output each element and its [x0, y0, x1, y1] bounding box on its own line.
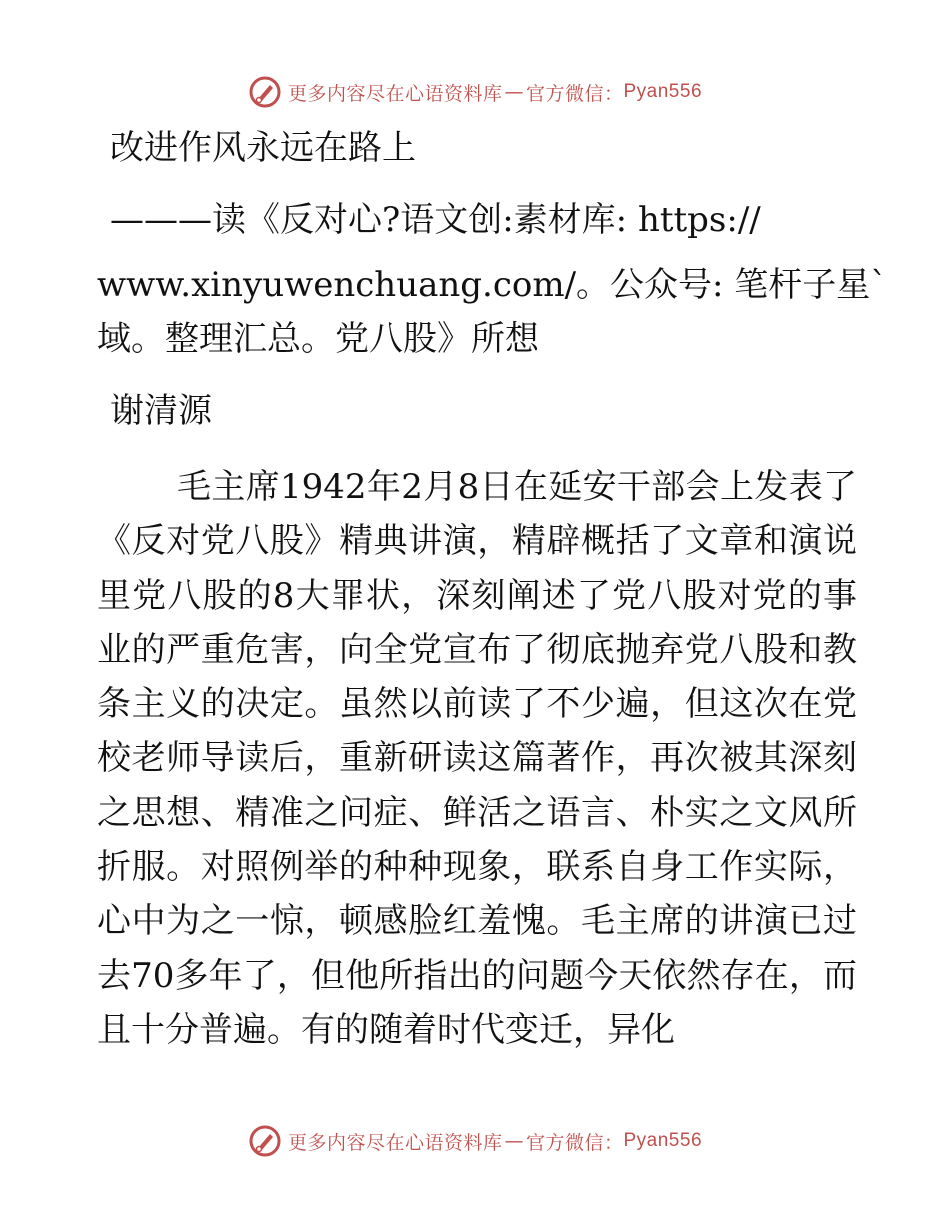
watermark-separator: —	[504, 81, 524, 103]
watermark-header	[0, 70, 950, 114]
watermark-prefix: 更多内容尽在心语资料库	[287, 1131, 503, 1154]
article-author: 谢清源	[110, 391, 212, 431]
watermark-handle: Pyan556	[623, 81, 703, 102]
pen-logo-icon	[248, 1124, 282, 1158]
article-body: 毛主席1942年2月8日在延安干部会上发表了《反对党八股》精典讲演，精辟概括了文章和演说里党八股的8大罪状，深刻阐述了党八股对党的事业的严重危害，向全党宣布了彻底抛弃党八股和教条主义的决定。虽然以前读了不少遍，但这次在党校老师导读后，重新研读这篇著作，再次被其深刻之思想、精准之问症、鲜活之语言、朴实之文风所折服。对照例举的种种现象，联系自身工作实际，心中为之一惊，顿感脸红羞愧。毛主席的讲演已过去70多年了，但他所指出的问题今天依然存在，而且十分普遍。有的随着时代变迁，异化	[97, 467, 857, 1050]
watermark-separator: —	[504, 1130, 524, 1152]
watermark-suffix: 官方微信：	[525, 82, 624, 105]
article-subtitle-line3: 域。整理汇总。党八股》所想	[97, 319, 539, 359]
article-subtitle-line2: www.xinyuwenchuang.com/。公众号: 笔杆子星`	[97, 265, 888, 305]
pen-logo-icon	[248, 75, 282, 109]
watermark-prefix: 更多内容尽在心语资料库	[287, 82, 503, 105]
article-title: 改进作风永远在路上	[110, 128, 416, 168]
watermark-footer	[0, 1119, 950, 1163]
article-subtitle-line1: ———读《反对心?语文创:素材库: https://	[110, 200, 761, 240]
watermark-suffix: 官方微信：	[525, 1131, 624, 1154]
watermark-handle: Pyan556	[623, 1130, 703, 1151]
